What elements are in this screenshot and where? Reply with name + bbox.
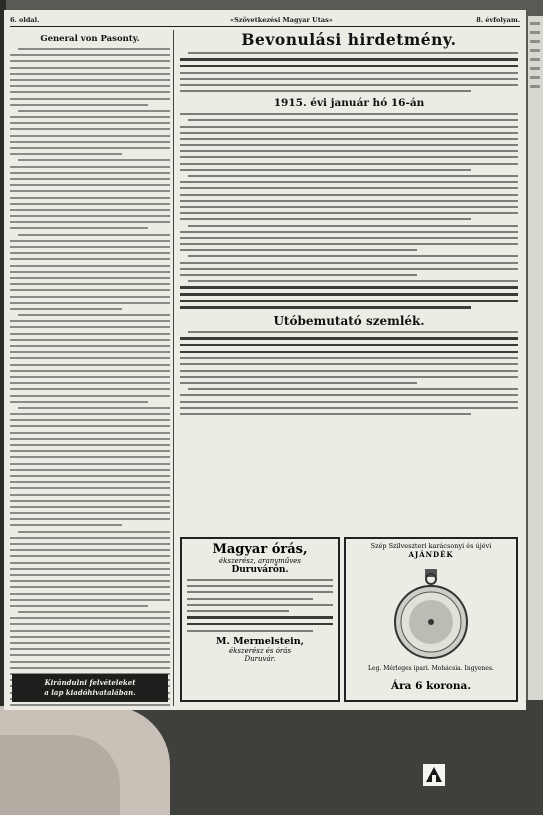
- gift-ad-line2: AJÁNDÉK: [408, 550, 454, 559]
- watchmaker-ad: [180, 537, 340, 702]
- footer-notice-box: [12, 674, 168, 702]
- subsection-title: Utóbemutató szemlék.: [273, 313, 425, 328]
- footer-notice-line1: Kirándulni felvételeket: [44, 678, 136, 687]
- next-page-edge: [528, 16, 543, 700]
- ad-owner: M. Mermelstein,: [215, 635, 304, 647]
- page-number: 6. oldal.: [10, 16, 40, 24]
- ad-footer-city: Duruvár.: [244, 654, 276, 663]
- article-body: [10, 48, 170, 710]
- gift-ad: [344, 537, 518, 702]
- paper-title: «Szövetkezési Magyar Utas»: [230, 16, 333, 24]
- gift-ad-price: Ára 6 korona.: [390, 680, 471, 692]
- gift-ad-line1: Szép Szilveszteri karácsonyi és újévi: [370, 542, 492, 550]
- article-title: General von Pasonty.: [40, 34, 140, 44]
- pocket-watch-illustration: [391, 567, 471, 662]
- page-header: [10, 14, 520, 27]
- newspaper-page: [4, 10, 526, 710]
- notice-body: [180, 113, 518, 309]
- column-divider: [173, 30, 174, 706]
- ad-city: Duruvárón.: [231, 565, 289, 575]
- hand-shadow-shape: [0, 735, 120, 815]
- left-column: [10, 30, 170, 706]
- notice-title: Bevonulási hirdetmény.: [241, 30, 457, 49]
- notice-date-heading: 1915. évi január hó 16-án: [273, 97, 425, 110]
- subsection-body: [180, 331, 518, 415]
- archive-logo-icon: [423, 764, 445, 786]
- notice-intro: [180, 52, 518, 92]
- ad-title: Magyar órás,: [212, 542, 308, 557]
- issue-number: 8. évfolyam.: [476, 16, 520, 24]
- ad-owner-note: ékszerész és órás: [228, 646, 292, 655]
- ad-subtitle: ékszerész, aranyműves: [218, 557, 302, 565]
- ad-body: [187, 579, 333, 632]
- gift-ad-caption: Leg. Mérleges ipari. Mohácsia. Ingyenes.: [368, 665, 494, 672]
- footer-notice-line2: a lap kiadóhivatalában.: [44, 688, 136, 697]
